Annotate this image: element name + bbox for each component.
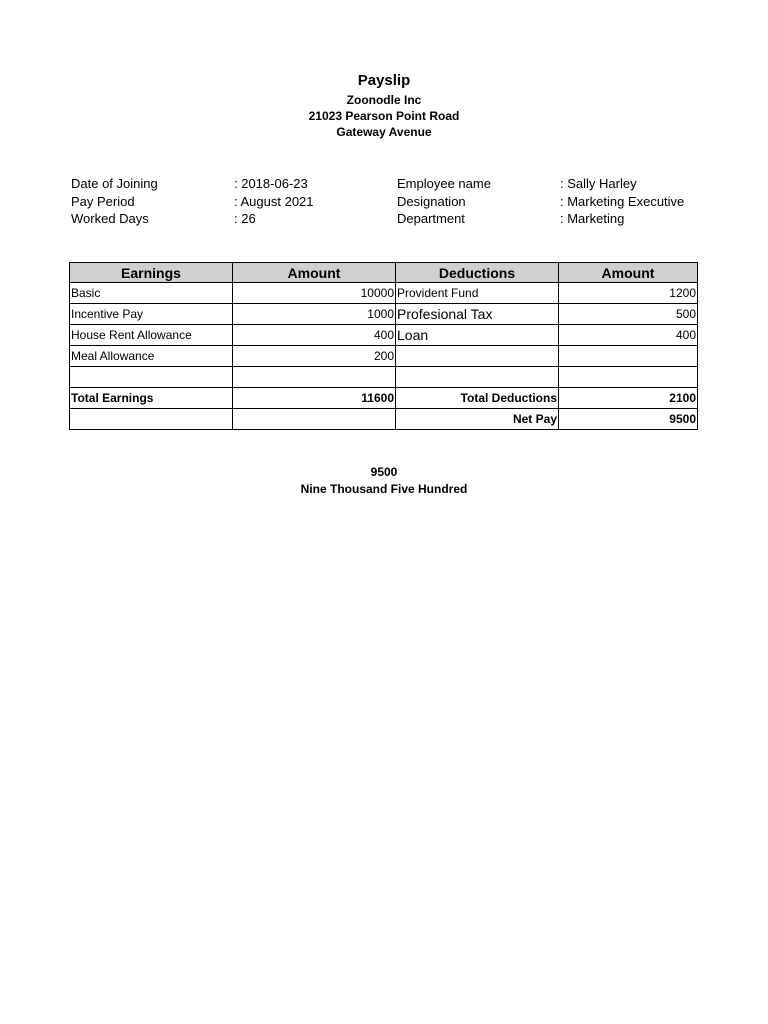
total-deductions-label: Total Deductions [396,388,559,409]
empty-cell [70,409,233,430]
deduction-amount [559,346,698,367]
deduction-item [396,346,559,367]
earning-item: House Rent Allowance [70,325,233,346]
total-earnings-label: Total Earnings [70,388,233,409]
table-row-empty [70,367,698,388]
deduction-amount: 1200 [559,283,698,304]
company-address-line1: 21023 Pearson Point Road [308,109,460,123]
table-row [70,304,698,325]
net-pay-label: Net Pay [396,409,559,430]
earnings-deductions-table [69,262,698,430]
info-left-values [234,175,314,228]
net-pay-amount: 9500 [370,465,398,479]
department-value: : Marketing [560,211,625,226]
pay-period-value: : August 2021 [234,193,314,209]
earning-item: Basic [70,283,233,304]
table-row [70,283,698,304]
earning-item: Incentive Pay [70,304,233,325]
deduction-item: Profesional Tax [396,304,559,325]
deductions-header: Deductions [396,263,559,283]
deduction-amount: 500 [559,304,698,325]
table-row [70,346,698,367]
employee-name-value: : Sally Harley [560,176,637,191]
info-right-values [560,175,684,228]
table-row [70,325,698,346]
total-earnings-value: 11600 [233,388,396,409]
date-of-joining-label: Date of Joining [71,176,158,191]
payslip-title: Payslip [357,72,411,89]
totals-row [70,388,698,409]
earnings-amount-header: Amount [233,263,396,283]
empty-cell [70,367,233,388]
earning-amount: 1000 [233,304,396,325]
worked-days-label: Worked Days [71,211,149,226]
earning-item: Meal Allowance [70,346,233,367]
company-address-line2: Gateway Avenue [336,125,432,139]
earning-amount: 400 [233,325,396,346]
net-pay-in-words: Nine Thousand Five Hundred [300,482,468,496]
deduction-amount: 400 [559,325,698,346]
net-pay-row [70,409,698,430]
employee-name-label: Employee name [397,176,491,191]
earnings-header: Earnings [70,263,233,283]
deductions-amount-header: Amount [559,263,698,283]
empty-cell [559,367,698,388]
earning-amount: 10000 [233,283,396,304]
designation-label: Designation [397,193,466,209]
net-pay-value: 9500 [559,409,698,430]
deduction-item: Provident Fund [396,283,559,304]
info-right-labels [397,175,491,228]
empty-cell [233,409,396,430]
earning-amount: 200 [233,346,396,367]
info-left-labels [71,175,158,228]
worked-days-value: : 26 [234,211,256,226]
department-label: Department [397,211,465,226]
date-of-joining-value: : 2018-06-23 [234,176,308,191]
pay-period-label: Pay Period [71,193,135,209]
designation-value: : Marketing Executive [560,193,685,209]
empty-cell [233,367,396,388]
empty-cell [396,367,559,388]
company-name: Zoonodle Inc [346,93,422,107]
table-header-row [70,263,698,283]
deduction-item: Loan [396,325,559,346]
total-deductions-value: 2100 [559,388,698,409]
